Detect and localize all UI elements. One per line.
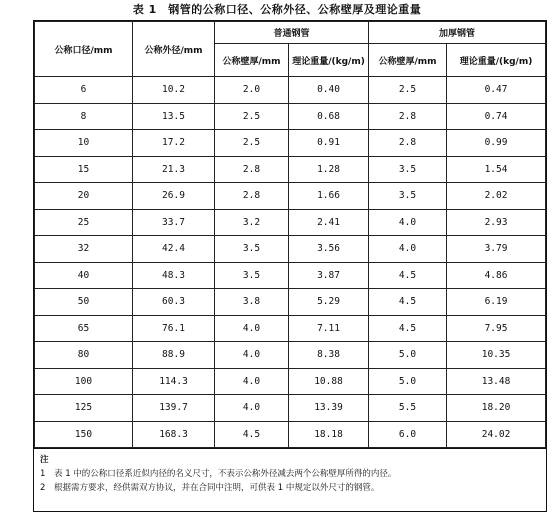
table-row <box>35 183 546 210</box>
thickened-wall-cell: 5.0 <box>369 342 447 369</box>
table-body <box>35 77 546 448</box>
thickened-weight-cell: 13.48 <box>447 368 546 395</box>
table-row <box>35 236 546 263</box>
thickened-weight-cell: 6.19 <box>447 289 546 316</box>
table-row <box>35 156 546 183</box>
thickened-weight-cell: 0.74 <box>447 103 546 130</box>
thickened-wall-cell: 5.0 <box>369 368 447 395</box>
outer-diameter-cell: 139.7 <box>133 395 215 422</box>
outer-diameter-cell: 26.9 <box>133 183 215 210</box>
ordinary-wall-cell: 4.5 <box>215 421 289 448</box>
ordinary-wall-cell: 2.5 <box>215 130 289 157</box>
thickened-weight-cell: 10.35 <box>447 342 546 369</box>
thickened-weight-cell: 24.02 <box>447 421 546 448</box>
table-row <box>35 262 546 289</box>
ordinary-weight-cell: 8.38 <box>289 342 369 369</box>
table-row <box>35 315 546 342</box>
notes-heading: 注 <box>40 455 49 465</box>
ordinary-weight-cell: 0.91 <box>289 130 369 157</box>
steel-pipe-table-frame <box>33 20 547 512</box>
note-text: 根据需方要求，经供需双方协议，并在合同中注明，可供表 1 中规定以外尺寸的钢管。 <box>54 483 380 493</box>
note-number: 2 <box>40 483 46 493</box>
ordinary-weight-cell: 5.29 <box>289 289 369 316</box>
outer-diameter-cell: 33.7 <box>133 209 215 236</box>
header-nominal-bore: 公称口径/mm <box>35 22 133 77</box>
note-number: 1 <box>40 469 46 479</box>
nominal-bore-cell: 15 <box>35 156 133 183</box>
nominal-bore-cell: 100 <box>35 368 133 395</box>
thickened-wall-cell: 4.0 <box>369 236 447 263</box>
table-row <box>35 209 546 236</box>
outer-diameter-cell: 42.4 <box>133 236 215 263</box>
table-row <box>35 421 546 448</box>
nominal-bore-cell: 80 <box>35 342 133 369</box>
thickened-weight-cell: 2.93 <box>447 209 546 236</box>
thickened-weight-cell: 0.99 <box>447 130 546 157</box>
ordinary-wall-cell: 3.8 <box>215 289 289 316</box>
ordinary-wall-cell: 4.0 <box>215 368 289 395</box>
header-thickened-pipe: 加厚钢管 <box>369 22 546 44</box>
notes-section <box>34 448 546 499</box>
table-row <box>35 289 546 316</box>
nominal-bore-cell: 25 <box>35 209 133 236</box>
thickened-wall-cell: 3.5 <box>369 156 447 183</box>
outer-diameter-cell: 48.3 <box>133 262 215 289</box>
outer-diameter-cell: 114.3 <box>133 368 215 395</box>
ordinary-wall-cell: 3.5 <box>215 262 289 289</box>
nominal-bore-cell: 10 <box>35 130 133 157</box>
table-row <box>35 395 546 422</box>
thickened-wall-cell: 2.8 <box>369 130 447 157</box>
thickened-wall-cell: 4.5 <box>369 262 447 289</box>
thickened-wall-cell: 3.5 <box>369 183 447 210</box>
thickened-wall-cell: 2.8 <box>369 103 447 130</box>
ordinary-wall-cell: 4.0 <box>215 315 289 342</box>
thickened-weight-cell: 7.95 <box>447 315 546 342</box>
table-title: 表 1 钢管的公称口径、公称外径、公称壁厚及理论重量 <box>132 3 422 16</box>
thickened-weight-cell: 0.47 <box>447 77 546 104</box>
thickened-weight-cell: 2.02 <box>447 183 546 210</box>
header-thickened-weight: 理论重量/(kg/m) <box>447 44 546 77</box>
outer-diameter-cell: 76.1 <box>133 315 215 342</box>
ordinary-wall-cell: 3.5 <box>215 236 289 263</box>
ordinary-weight-cell: 3.87 <box>289 262 369 289</box>
ordinary-weight-cell: 1.66 <box>289 183 369 210</box>
header-outer-diameter: 公称外径/mm <box>133 22 215 77</box>
nominal-bore-cell: 50 <box>35 289 133 316</box>
ordinary-wall-cell: 3.2 <box>215 209 289 236</box>
table-row <box>35 77 546 104</box>
table-row <box>35 130 546 157</box>
note-item <box>40 481 540 495</box>
outer-diameter-cell: 13.5 <box>133 103 215 130</box>
thickened-weight-cell: 1.54 <box>447 156 546 183</box>
ordinary-weight-cell: 10.88 <box>289 368 369 395</box>
ordinary-wall-cell: 2.5 <box>215 103 289 130</box>
outer-diameter-cell: 21.3 <box>133 156 215 183</box>
outer-diameter-cell: 10.2 <box>133 77 215 104</box>
ordinary-weight-cell: 3.56 <box>289 236 369 263</box>
table-row <box>35 342 546 369</box>
table-row <box>35 103 546 130</box>
thickened-wall-cell: 2.5 <box>369 77 447 104</box>
ordinary-weight-cell: 0.68 <box>289 103 369 130</box>
steel-pipe-table <box>34 21 546 448</box>
note-text: 表 1 中的公称口径系近似内径的名义尺寸，不表示公称外径减去两个公称壁厚所得的内径。 <box>54 469 397 479</box>
header-ordinary-weight: 理论重量/(kg/m) <box>289 44 369 77</box>
nominal-bore-cell: 20 <box>35 183 133 210</box>
nominal-bore-cell: 40 <box>35 262 133 289</box>
ordinary-wall-cell: 4.0 <box>215 342 289 369</box>
nominal-bore-cell: 8 <box>35 103 133 130</box>
note-item <box>40 467 540 481</box>
nominal-bore-cell: 150 <box>35 421 133 448</box>
thickened-wall-cell: 4.5 <box>369 315 447 342</box>
header-ordinary-wall-thickness: 公称壁厚/mm <box>215 44 289 77</box>
header-ordinary-pipe: 普通钢管 <box>215 22 369 44</box>
outer-diameter-cell: 88.9 <box>133 342 215 369</box>
thickened-weight-cell: 3.79 <box>447 236 546 263</box>
ordinary-weight-cell: 1.28 <box>289 156 369 183</box>
thickened-weight-cell: 18.20 <box>447 395 546 422</box>
nominal-bore-cell: 65 <box>35 315 133 342</box>
table-row <box>35 368 546 395</box>
ordinary-wall-cell: 2.8 <box>215 183 289 210</box>
outer-diameter-cell: 17.2 <box>133 130 215 157</box>
nominal-bore-cell: 125 <box>35 395 133 422</box>
ordinary-wall-cell: 2.0 <box>215 77 289 104</box>
outer-diameter-cell: 60.3 <box>133 289 215 316</box>
thickened-wall-cell: 4.5 <box>369 289 447 316</box>
ordinary-wall-cell: 4.0 <box>215 395 289 422</box>
header-thickened-wall-thickness: 公称壁厚/mm <box>369 44 447 77</box>
ordinary-weight-cell: 7.11 <box>289 315 369 342</box>
ordinary-weight-cell: 13.39 <box>289 395 369 422</box>
nominal-bore-cell: 32 <box>35 236 133 263</box>
ordinary-weight-cell: 2.41 <box>289 209 369 236</box>
ordinary-weight-cell: 18.18 <box>289 421 369 448</box>
thickened-wall-cell: 6.0 <box>369 421 447 448</box>
outer-diameter-cell: 168.3 <box>133 421 215 448</box>
thickened-weight-cell: 4.86 <box>447 262 546 289</box>
ordinary-weight-cell: 0.40 <box>289 77 369 104</box>
nominal-bore-cell: 6 <box>35 77 133 104</box>
thickened-wall-cell: 4.0 <box>369 209 447 236</box>
thickened-wall-cell: 5.5 <box>369 395 447 422</box>
ordinary-wall-cell: 2.8 <box>215 156 289 183</box>
